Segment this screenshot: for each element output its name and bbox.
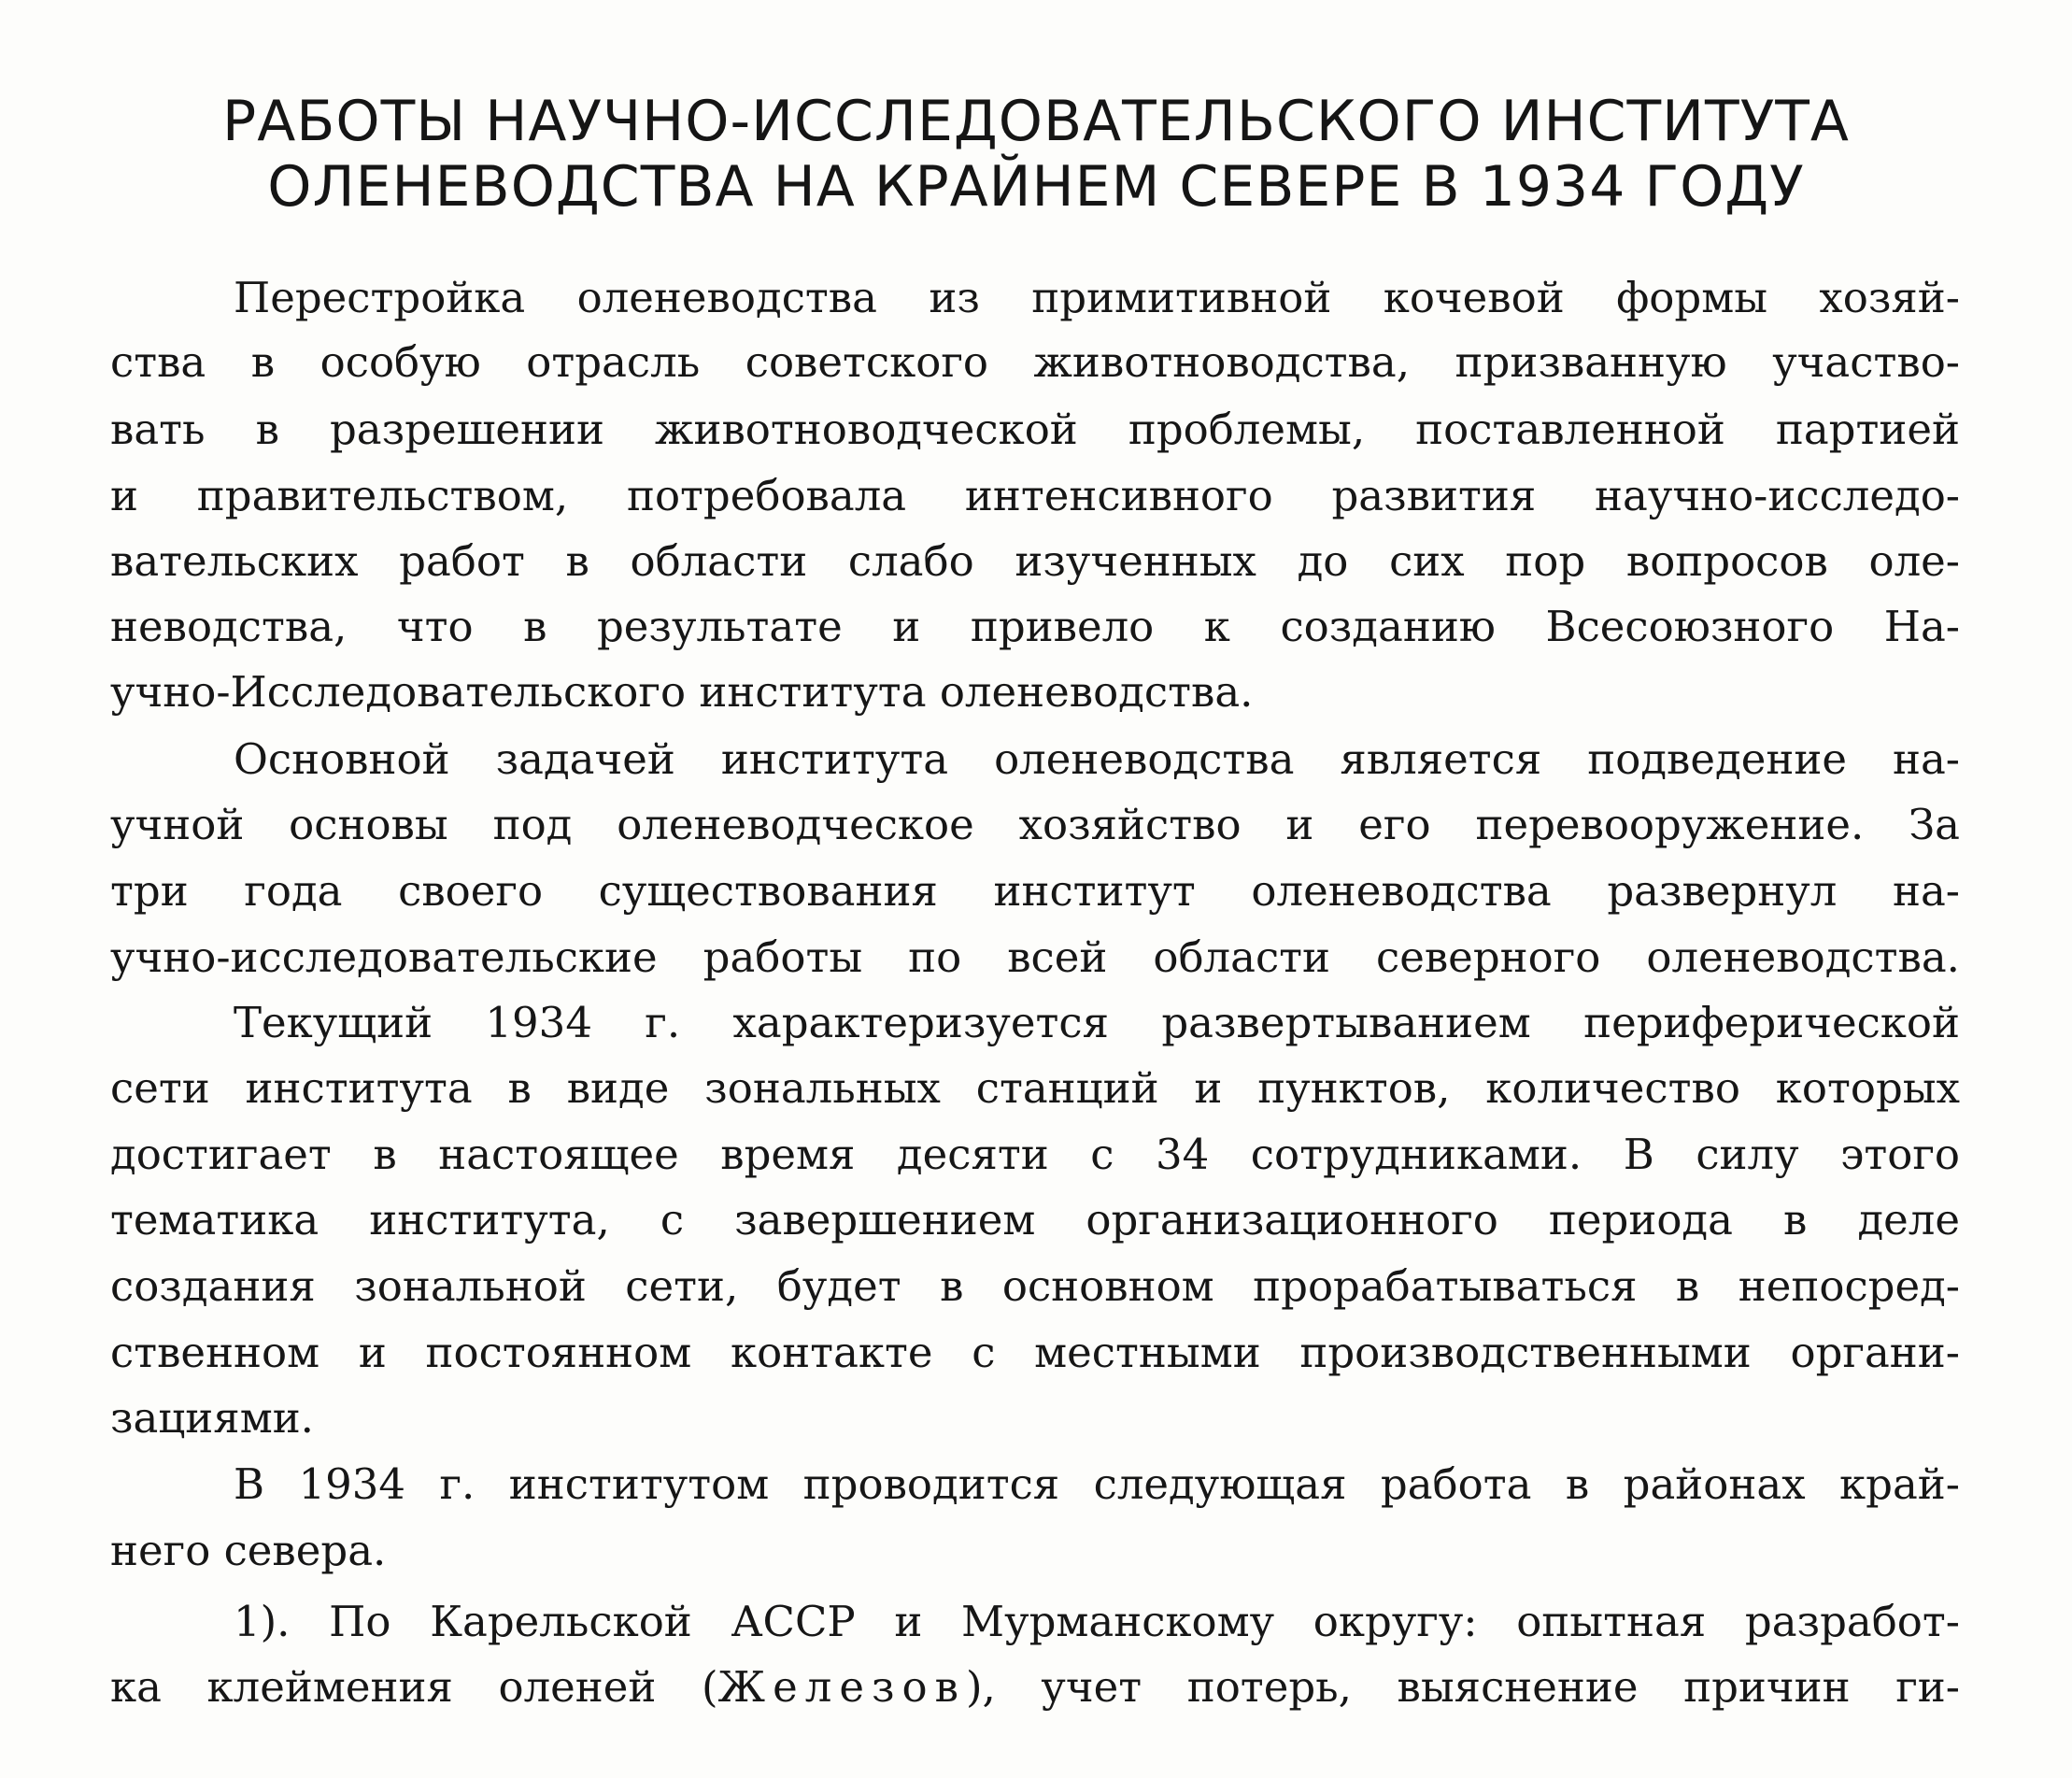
text-line: сети института в виде зональных станций и пунктов, количество которых [110, 1063, 1960, 1113]
text-line: три года своего существования институт оленеводства развернул на- [110, 866, 1960, 916]
text-line: вать в разрешении животноводческой проблемы, поставленной партией [110, 405, 1960, 454]
text-segment: ), учет потерь, выяснение причин ги- [965, 1662, 1960, 1712]
text-line: Основной задачей института оленеводства является подведение на- [234, 734, 1960, 784]
text-line: и правительством, потребовала интенсивного развития научно-исследо- [110, 471, 1960, 520]
text-segment: ка клеймения оленей ( [110, 1662, 718, 1712]
text-line: Перестройка оленеводства из примитивной кочевой формы хозяй- [234, 273, 1960, 322]
text-line: вательских работ в области слабо изученных до сих пор вопросов оле- [110, 536, 1960, 586]
text-line: зациями. [110, 1393, 314, 1443]
author-name-spaced: Железов [717, 1662, 966, 1712]
article-title-line-2: ОЛЕНЕВОДСТВА НА КРАЙНЕМ СЕВЕРЕ В 1934 ГОДУ [267, 154, 1805, 220]
text-line-last [110, 1662, 1960, 1712]
text-line: учно-исследовательские работы по всей области северного оленеводства. [110, 932, 1960, 982]
text-line: создания зональной сети, будет в основном прорабатываться в непосред- [110, 1261, 1960, 1311]
text-line: учно-Исследовательского института оленеводства. [110, 667, 1254, 717]
text-line: ства в особую отрасль советского животноводства, призванную участво- [110, 337, 1960, 387]
text-line: ственном и постоянном контакте с местными производственными органи- [110, 1328, 1960, 1377]
article-title-line-1: РАБОТЫ НАУЧНО-ИССЛЕДОВАТЕЛЬСКОГО ИНСТИТУТА [222, 89, 1850, 154]
text-line: 1). По Карельской АССР и Мурманскому округу: опытная разработ- [234, 1597, 1960, 1646]
text-line: достигает в настоящее время десяти с 34 сотрудниками. В силу этого [110, 1130, 1960, 1179]
text-line: него севера. [110, 1526, 387, 1575]
text-line: тематика института, с завершением организационного периода в деле [110, 1195, 1960, 1245]
text-line: учной основы под оленеводческое хозяйство и его перевооружение. За [110, 800, 1960, 849]
text-line: Текущий 1934 г. характеризуется развертыванием периферической [234, 998, 1960, 1047]
text-line: В 1934 г. институтом проводится следующая работа в районах край- [234, 1459, 1960, 1509]
text-line: неводства, что в результате и привело к созданию Всесоюзного На- [110, 602, 1960, 651]
